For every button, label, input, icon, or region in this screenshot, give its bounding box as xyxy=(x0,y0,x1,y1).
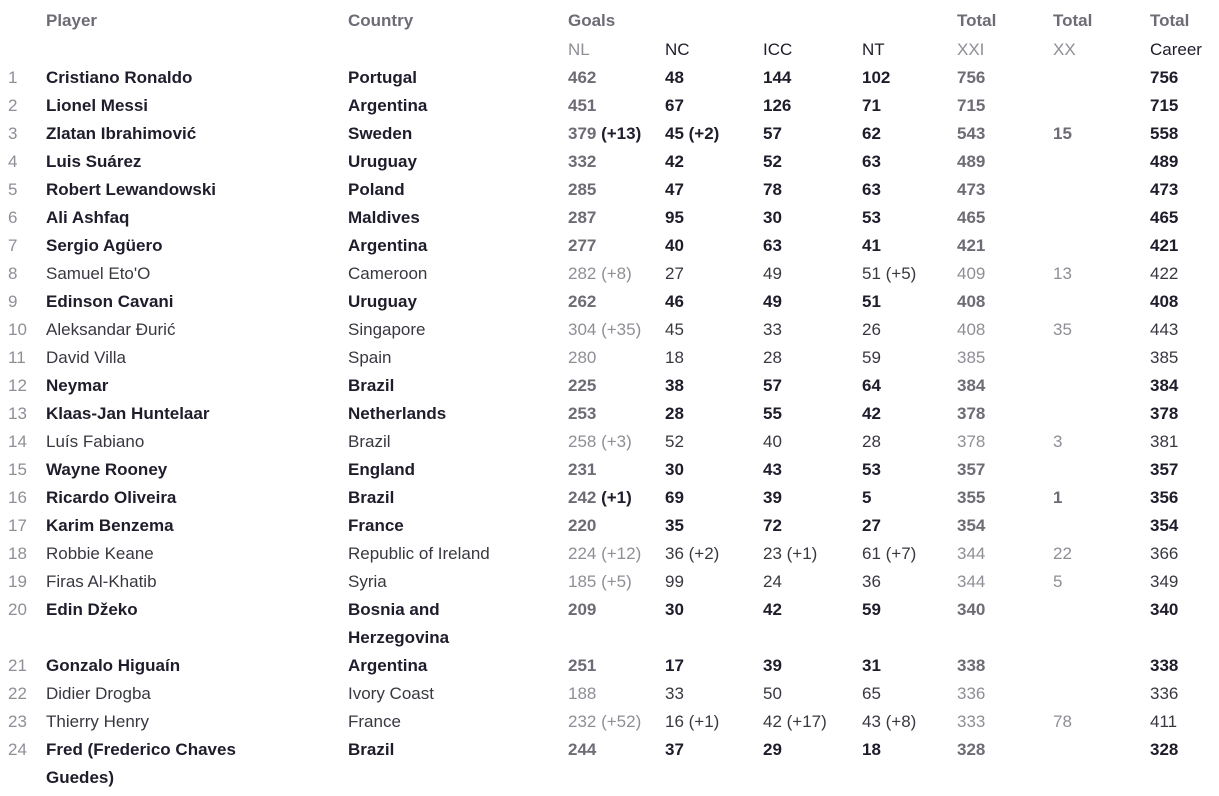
cell-total-career: 328 xyxy=(1150,740,1179,759)
cell-total-xxi: 543 xyxy=(957,124,986,143)
cell-nl: 231 xyxy=(568,460,597,479)
cell-icc: 42 xyxy=(763,600,782,619)
cell-total-career: 422 xyxy=(1150,264,1179,283)
cell-total-xxi: 378 xyxy=(957,432,986,451)
cell-player: Zlatan Ibrahimović xyxy=(46,124,197,143)
cell-nc: 17 xyxy=(665,656,684,675)
cell-player: Robbie Keane xyxy=(46,544,154,563)
cell-nl: 462 xyxy=(568,68,597,87)
cell-nc: 46 xyxy=(665,292,684,311)
cell-rank: 17 xyxy=(8,516,27,535)
cell-rank: 1 xyxy=(8,68,18,87)
cell-nt: 63 xyxy=(862,180,881,199)
subheader-nl: NL xyxy=(568,40,590,59)
cell-nc: 42 xyxy=(665,152,684,171)
table-row xyxy=(8,652,1219,680)
cell-nl: 287 xyxy=(568,208,597,227)
subheader-nc: NC xyxy=(665,40,690,59)
cell-total-career: 378 xyxy=(1150,404,1179,423)
cell-nc: 67 xyxy=(665,96,684,115)
cell-nl: 379 (+13) xyxy=(568,124,642,143)
cell-nc: 52 xyxy=(665,432,684,451)
cell-total-xx: 1 xyxy=(1053,488,1063,507)
cell-total-career: 715 xyxy=(1150,96,1179,115)
cell-country: Syria xyxy=(348,572,387,591)
table-subheader-row xyxy=(8,35,1219,64)
cell-total-xx: 35 xyxy=(1053,320,1072,339)
cell-player: Didier Drogba xyxy=(46,684,151,703)
cell-nl: 451 xyxy=(568,96,597,115)
cell-country: Brazil xyxy=(348,432,391,451)
cell-rank: 24 xyxy=(8,740,27,759)
cell-rank: 10 xyxy=(8,320,27,339)
cell-total-xxi: 344 xyxy=(957,572,986,591)
cell-nt: 63 xyxy=(862,152,881,171)
cell-total-xxi: 421 xyxy=(957,236,986,255)
cell-total-career: 336 xyxy=(1150,684,1179,703)
cell-player: Klaas-Jan Huntelaar xyxy=(46,404,210,423)
cell-player: Cristiano Ronaldo xyxy=(46,68,193,87)
cell-nl: 285 xyxy=(568,180,597,199)
cell-nl: 224 (+12) xyxy=(568,544,642,563)
cell-country: France xyxy=(348,712,401,731)
cell-icc: 49 xyxy=(763,264,782,283)
table-row xyxy=(8,428,1219,456)
cell-nc: 45 (+2) xyxy=(665,124,720,143)
cell-rank: 3 xyxy=(8,124,18,143)
cell-total-xxi: 489 xyxy=(957,152,986,171)
cell-total-xxi: 385 xyxy=(957,348,986,367)
cell-icc: 72 xyxy=(763,516,782,535)
cell-total-xxi: 384 xyxy=(957,376,986,395)
cell-total-xxi: 465 xyxy=(957,208,986,227)
cell-total-career: 349 xyxy=(1150,572,1179,591)
cell-country: Brazil xyxy=(348,376,395,395)
cell-total-career: 357 xyxy=(1150,460,1179,479)
table-row xyxy=(8,260,1219,288)
cell-total-xxi: 355 xyxy=(957,488,986,507)
cell-rank: 6 xyxy=(8,208,18,227)
cell-nt: 26 xyxy=(862,320,881,339)
cell-icc: 23 (+1) xyxy=(763,544,818,563)
cell-nt: 64 xyxy=(862,376,881,395)
cell-total-xxi: 333 xyxy=(957,712,986,731)
cell-rank: 12 xyxy=(8,376,27,395)
cell-nt: 59 xyxy=(862,600,881,619)
cell-total-career: 408 xyxy=(1150,292,1179,311)
table-row xyxy=(8,148,1219,176)
table-row xyxy=(8,372,1219,400)
cell-nl: 262 xyxy=(568,292,597,311)
cell-rank: 23 xyxy=(8,712,27,731)
cell-total-xxi: 328 xyxy=(957,740,986,759)
cell-total-xx: 22 xyxy=(1053,544,1072,563)
cell-nt: 27 xyxy=(862,516,881,535)
cell-country: Ivory Coast xyxy=(348,684,434,703)
table-row xyxy=(8,92,1219,120)
cell-rank: 11 xyxy=(8,348,26,367)
cell-total-xxi: 715 xyxy=(957,96,986,115)
cell-nc: 48 xyxy=(665,68,684,87)
cell-icc: 39 xyxy=(763,488,782,507)
cell-total-xxi: 354 xyxy=(957,516,986,535)
cell-icc: 55 xyxy=(763,404,782,423)
cell-nc: 69 xyxy=(665,488,684,507)
cell-nt: 31 xyxy=(862,656,881,675)
cell-rank: 16 xyxy=(8,488,27,507)
cell-nt: 51 (+5) xyxy=(862,264,917,283)
cell-nt: 42 xyxy=(862,404,881,423)
cell-country: Uruguay xyxy=(348,292,417,311)
column-header-goals: Goals xyxy=(568,11,616,30)
cell-player: Edin Džeko xyxy=(46,600,138,619)
cell-total-career: 340 xyxy=(1150,600,1179,619)
cell-country: Argentina xyxy=(348,96,428,115)
cell-total-xx: 13 xyxy=(1053,264,1072,283)
cell-icc: 39 xyxy=(763,656,782,675)
cell-total-xxi: 336 xyxy=(957,684,986,703)
cell-nt: 53 xyxy=(862,208,881,227)
cell-player: Thierry Henry xyxy=(46,712,149,731)
cell-nt: 36 xyxy=(862,572,881,591)
table-row xyxy=(8,736,1219,792)
cell-total-xxi: 357 xyxy=(957,460,986,479)
cell-player: Fred (Frederico Chaves Guedes) xyxy=(46,740,236,787)
cell-country: Netherlands xyxy=(348,404,447,423)
cell-nl: 209 xyxy=(568,600,597,619)
cell-nl: 242 (+1) xyxy=(568,488,632,507)
cell-rank: 19 xyxy=(8,572,27,591)
cell-nl: 232 (+52) xyxy=(568,712,642,731)
cell-rank: 15 xyxy=(8,460,27,479)
cell-player: Robert Lewandowski xyxy=(46,180,217,199)
cell-nl: 304 (+35) xyxy=(568,320,642,339)
cell-total-xxi: 408 xyxy=(957,292,986,311)
cell-nc: 40 xyxy=(665,236,684,255)
cell-nt: 51 xyxy=(862,292,881,311)
cell-rank: 5 xyxy=(8,180,18,199)
cell-player: Wayne Rooney xyxy=(46,460,168,479)
cell-nt: 18 xyxy=(862,740,881,759)
cell-nt: 61 (+7) xyxy=(862,544,917,563)
cell-total-career: 489 xyxy=(1150,152,1179,171)
cell-country: France xyxy=(348,516,404,535)
cell-icc: 30 xyxy=(763,208,782,227)
cell-total-xxi: 408 xyxy=(957,320,986,339)
cell-nt: 53 xyxy=(862,460,881,479)
subheader-icc: ICC xyxy=(763,40,793,59)
table-row xyxy=(8,568,1219,596)
cell-total-career: 421 xyxy=(1150,236,1179,255)
cell-player: Lionel Messi xyxy=(46,96,149,115)
cell-nc: 37 xyxy=(665,740,684,759)
cell-rank: 9 xyxy=(8,292,18,311)
cell-nt: 41 xyxy=(862,236,881,255)
cell-player: Gonzalo Higuaín xyxy=(46,656,181,675)
cell-total-career: 354 xyxy=(1150,516,1179,535)
cell-total-career: 473 xyxy=(1150,180,1179,199)
cell-nl: 277 xyxy=(568,236,597,255)
cell-total-career: 338 xyxy=(1150,656,1179,675)
table-row xyxy=(8,680,1219,708)
cell-total-xxi: 344 xyxy=(957,544,986,563)
cell-country: Portugal xyxy=(348,68,417,87)
cell-total-career: 756 xyxy=(1150,68,1179,87)
cell-rank: 8 xyxy=(8,264,18,283)
cell-country: Spain xyxy=(348,348,392,367)
subheader-xxi: XXI xyxy=(957,40,985,59)
cell-total-career: 356 xyxy=(1150,488,1179,507)
cell-icc: 33 xyxy=(763,320,782,339)
cell-nl: 244 xyxy=(568,740,597,759)
cell-nl: 185 (+5) xyxy=(568,572,632,591)
column-header-total-xx: Total xyxy=(1053,11,1093,30)
cell-total-xx: 3 xyxy=(1053,432,1063,451)
cell-total-career: 411 xyxy=(1150,712,1178,731)
table-row xyxy=(8,596,1219,652)
table-row xyxy=(8,512,1219,540)
cell-icc: 63 xyxy=(763,236,782,255)
cell-icc: 42 (+17) xyxy=(763,712,827,731)
cell-nt: 43 (+8) xyxy=(862,712,917,731)
cell-rank: 13 xyxy=(8,404,27,423)
cell-nl: 282 (+8) xyxy=(568,264,632,283)
cell-nt: 65 xyxy=(862,684,881,703)
cell-total-career: 384 xyxy=(1150,376,1179,395)
cell-rank: 2 xyxy=(8,96,18,115)
cell-country: Brazil xyxy=(348,740,395,759)
cell-total-xxi: 756 xyxy=(957,68,986,87)
cell-nc: 38 xyxy=(665,376,684,395)
cell-total-xx: 5 xyxy=(1053,572,1063,591)
cell-icc: 29 xyxy=(763,740,782,759)
subheader-career: Career xyxy=(1150,40,1202,59)
table-row xyxy=(8,344,1219,372)
cell-nt: 71 xyxy=(862,96,881,115)
cell-icc: 40 xyxy=(763,432,782,451)
cell-nc: 33 xyxy=(665,684,684,703)
cell-total-career: 366 xyxy=(1150,544,1179,563)
cell-nc: 47 xyxy=(665,180,684,199)
cell-player: Aleksandar Đurić xyxy=(46,320,176,339)
cell-rank: 21 xyxy=(8,656,27,675)
cell-country: Maldives xyxy=(348,208,420,227)
cell-player: David Villa xyxy=(46,348,127,367)
cell-icc: 24 xyxy=(763,572,782,591)
cell-nl: 220 xyxy=(568,516,597,535)
cell-country: Argentina xyxy=(348,236,428,255)
cell-nl: 225 xyxy=(568,376,597,395)
table-row xyxy=(8,484,1219,512)
cell-player: Firas Al-Khatib xyxy=(46,572,157,591)
table-row xyxy=(8,64,1219,92)
cell-total-xxi: 378 xyxy=(957,404,986,423)
cell-rank: 14 xyxy=(8,432,27,451)
cell-icc: 49 xyxy=(763,292,782,311)
cell-country: Republic of Ireland xyxy=(348,544,490,563)
cell-total-xxi: 473 xyxy=(957,180,986,199)
cell-nt: 102 xyxy=(862,68,891,87)
column-header-country: Country xyxy=(348,11,414,30)
cell-player: Karim Benzema xyxy=(46,516,174,535)
cell-nc: 30 xyxy=(665,600,684,619)
table-row xyxy=(8,204,1219,232)
cell-icc: 50 xyxy=(763,684,782,703)
cell-nc: 28 xyxy=(665,404,684,423)
table-header-row xyxy=(8,6,1219,35)
table-row xyxy=(8,288,1219,316)
cell-icc: 57 xyxy=(763,124,782,143)
cell-country: Sweden xyxy=(348,124,413,143)
cell-player: Neymar xyxy=(46,376,109,395)
cell-player: Luis Suárez xyxy=(46,152,142,171)
cell-player: Ali Ashfaq xyxy=(46,208,130,227)
cell-country: Brazil xyxy=(348,488,395,507)
cell-country: Singapore xyxy=(348,320,426,339)
column-header-total-career: Total xyxy=(1150,11,1190,30)
table-row xyxy=(8,120,1219,148)
cell-icc: 52 xyxy=(763,152,782,171)
cell-country: Bosnia and Herzegovina xyxy=(348,600,450,647)
cell-nc: 35 xyxy=(665,516,684,535)
cell-total-xxi: 338 xyxy=(957,656,986,675)
table-row xyxy=(8,232,1219,260)
cell-nl: 253 xyxy=(568,404,597,423)
cell-nl: 332 xyxy=(568,152,597,171)
cell-nl: 251 xyxy=(568,656,597,675)
cell-nl: 188 xyxy=(568,684,597,703)
cell-total-career: 465 xyxy=(1150,208,1179,227)
cell-player: Samuel Eto'O xyxy=(46,264,151,283)
cell-icc: 126 xyxy=(763,96,792,115)
cell-rank: 22 xyxy=(8,684,27,703)
cell-player: Sergio Agüero xyxy=(46,236,163,255)
cell-country: Poland xyxy=(348,180,405,199)
cell-total-xx: 78 xyxy=(1053,712,1072,731)
cell-nc: 45 xyxy=(665,320,684,339)
cell-nc: 95 xyxy=(665,208,684,227)
cell-total-career: 381 xyxy=(1150,432,1179,451)
cell-icc: 144 xyxy=(763,68,792,87)
table-row xyxy=(8,400,1219,428)
cell-country: England xyxy=(348,460,416,479)
cell-nc: 18 xyxy=(665,348,684,367)
cell-rank: 18 xyxy=(8,544,27,563)
cell-icc: 28 xyxy=(763,348,782,367)
cell-nc: 16 (+1) xyxy=(665,712,720,731)
cell-country: Cameroon xyxy=(348,264,428,283)
cell-country: Uruguay xyxy=(348,152,417,171)
subheader-nt: NT xyxy=(862,40,885,59)
column-header-player: Player xyxy=(46,11,98,30)
cell-nc: 27 xyxy=(665,264,684,283)
cell-nl: 258 (+3) xyxy=(568,432,632,451)
cell-nt: 5 xyxy=(862,488,872,507)
cell-nt: 62 xyxy=(862,124,881,143)
cell-total-xx: 15 xyxy=(1053,124,1072,143)
cell-player: Ricardo Oliveira xyxy=(46,488,177,507)
cell-total-career: 558 xyxy=(1150,124,1179,143)
table-row xyxy=(8,456,1219,484)
cell-icc: 43 xyxy=(763,460,782,479)
cell-nt: 28 xyxy=(862,432,881,451)
cell-nc: 36 (+2) xyxy=(665,544,720,563)
cell-nt: 59 xyxy=(862,348,881,367)
cell-country: Argentina xyxy=(348,656,428,675)
cell-total-career: 385 xyxy=(1150,348,1179,367)
table-row xyxy=(8,316,1219,344)
table-body xyxy=(8,64,1219,792)
cell-total-xxi: 340 xyxy=(957,600,986,619)
cell-rank: 4 xyxy=(8,152,18,171)
cell-total-xxi: 409 xyxy=(957,264,986,283)
cell-icc: 57 xyxy=(763,376,782,395)
column-header-total-xxi: Total xyxy=(957,11,997,30)
cell-nc: 99 xyxy=(665,572,684,591)
cell-rank: 20 xyxy=(8,600,27,619)
table-row xyxy=(8,176,1219,204)
cell-rank: 7 xyxy=(8,236,18,255)
cell-total-career: 443 xyxy=(1150,320,1179,339)
table-row xyxy=(8,708,1219,736)
cell-player: Luís Fabiano xyxy=(46,432,145,451)
cell-nl: 280 xyxy=(568,348,597,367)
subheader-xx: XX xyxy=(1053,40,1076,59)
cell-nc: 30 xyxy=(665,460,684,479)
cell-player: Edinson Cavani xyxy=(46,292,174,311)
cell-icc: 78 xyxy=(763,180,782,199)
table-row xyxy=(8,540,1219,568)
